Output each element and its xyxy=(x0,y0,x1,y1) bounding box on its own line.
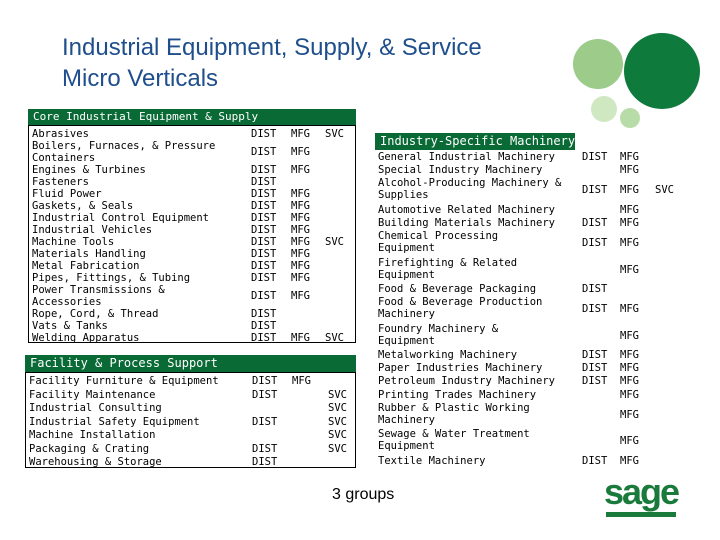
circle-dark-green xyxy=(624,33,700,109)
core-row-name xyxy=(32,140,215,164)
core-row-mfg: MFG xyxy=(291,146,310,158)
industry-row-name-line: Chemical Processing xyxy=(378,230,499,243)
core-row-name-line: Accessories xyxy=(32,296,102,308)
industry-row-name xyxy=(378,349,517,361)
core-row-dist: DIST xyxy=(251,260,277,272)
industry-row xyxy=(375,349,656,362)
core-row-name-line: Containers xyxy=(32,152,96,164)
core-row-name xyxy=(32,164,146,176)
industry-row-name xyxy=(378,204,555,216)
core-row-mfg: MFG xyxy=(291,332,310,344)
core-row-dist: DIST xyxy=(251,128,277,140)
core-row-name xyxy=(32,188,102,200)
core-row-name-line: Industrial Control Equipment xyxy=(32,212,210,224)
industry-row xyxy=(375,455,656,468)
industry-row-name-line: Metalworking Machinery xyxy=(378,349,518,361)
core-row xyxy=(29,188,355,200)
core-row-dist: DIST xyxy=(251,176,277,188)
industry-row-dist: DIST xyxy=(582,237,608,250)
industry-header: Industry-Specific Machinery xyxy=(375,133,575,150)
industry-row xyxy=(375,151,656,164)
core-row-name-line: Metal Fabrication xyxy=(32,260,140,272)
core-row-name xyxy=(32,308,158,320)
industry-row-name xyxy=(378,455,485,467)
core-row-name-line: Power Transmissions & xyxy=(32,284,165,296)
core-row-name xyxy=(32,332,139,344)
core-row xyxy=(29,308,355,320)
core-row-name-line: Materials Handling xyxy=(32,248,146,260)
facility-row-name xyxy=(29,402,162,414)
circle-light-green xyxy=(573,39,623,89)
industry-row-name-line: Food & Beverage Production xyxy=(378,296,543,309)
facility-row-name-line: Industrial Safety Equipment xyxy=(29,415,200,428)
facility-row xyxy=(26,416,355,430)
industry-row-name-line: Sewage & Water Treatment xyxy=(378,428,530,441)
facility-row-name xyxy=(29,429,155,441)
facility-row-dist: DIST xyxy=(252,442,278,455)
core-row-name xyxy=(32,284,165,308)
industry-row xyxy=(375,283,656,296)
industry-row xyxy=(375,296,656,322)
industry-row-dist: DIST xyxy=(582,375,608,388)
industry-row-mfg: MFG xyxy=(620,454,639,467)
industry-row-dist: DIST xyxy=(582,362,608,375)
industry-row-svc: SVC xyxy=(655,184,674,197)
core-row-name-line: Rope, Cord, & Thread xyxy=(32,308,159,320)
industry-row-mfg: MFG xyxy=(620,362,639,375)
core-row-mfg: MFG xyxy=(291,188,310,200)
industry-row-name-line: Special Industry Machinery xyxy=(378,164,543,177)
core-row-dist: DIST xyxy=(251,290,277,302)
core-header: Core Industrial Equipment & Supply xyxy=(28,109,356,125)
industry-row xyxy=(375,257,656,283)
industry-row-name-line: General Industrial Machinery xyxy=(378,151,556,163)
industry-row xyxy=(375,389,656,402)
facility-row-name-line: Industrial Consulting xyxy=(29,402,162,414)
facility-row-name-line: Facility Maintenance xyxy=(29,388,156,401)
core-row-dist: DIST xyxy=(251,212,277,224)
core-row-name-line: Fluid Power xyxy=(32,188,102,200)
sage-logo: sage xyxy=(604,471,679,512)
industry-row xyxy=(375,217,656,230)
facility-row xyxy=(26,456,355,470)
facility-row-svc: SVC xyxy=(328,388,347,401)
facility-list xyxy=(25,372,356,468)
core-row-name-line: Abrasives xyxy=(32,128,89,140)
core-row-mfg: MFG xyxy=(291,224,310,236)
industry-row-name-line: Automotive Related Machinery xyxy=(378,203,556,216)
core-row-mfg: MFG xyxy=(291,248,310,260)
core-row-name-line: Fasteners xyxy=(32,176,89,188)
core-row xyxy=(29,332,355,344)
core-row xyxy=(29,236,355,248)
industry-row-name xyxy=(378,389,536,401)
facility-row-dist: DIST xyxy=(252,456,278,468)
industry-row xyxy=(375,323,656,349)
industry-row-mfg: MFG xyxy=(620,237,639,250)
core-row-name-line: Industrial Vehicles xyxy=(32,224,153,236)
facility-row-name xyxy=(29,443,149,455)
industry-row-name xyxy=(378,375,555,387)
industry-row-mfg: MFG xyxy=(620,388,639,401)
industry-row-mfg: MFG xyxy=(620,164,639,177)
industry-row-name xyxy=(378,428,530,452)
core-list xyxy=(28,125,356,343)
core-row-name xyxy=(32,260,139,272)
facility-row xyxy=(26,402,355,416)
industry-row-name xyxy=(378,257,517,281)
industry-row xyxy=(375,164,656,177)
industry-row-mfg: MFG xyxy=(620,329,639,342)
core-row-name-line: Gaskets, & Seals xyxy=(32,200,134,212)
industry-row-name-line: Rubber & Plastic Working xyxy=(378,401,530,414)
industry-row-dist: DIST xyxy=(582,283,608,295)
facility-row xyxy=(26,389,355,403)
title-line-1: Industrial Equipment, Supply, & Service xyxy=(62,34,482,61)
facility-row-dist: DIST xyxy=(252,388,278,401)
core-row-mfg: MFG xyxy=(291,164,310,176)
industry-row xyxy=(375,362,656,375)
core-row xyxy=(29,248,355,260)
facility-row-svc: SVC xyxy=(328,415,347,428)
core-row-mfg: MFG xyxy=(291,272,310,284)
facility-row-mfg: MFG xyxy=(292,375,311,387)
industry-row-name-line: Paper Industries Machinery xyxy=(378,362,543,375)
core-row-name xyxy=(32,320,108,332)
core-row-name-line: Pipes, Fittings, & Tubing xyxy=(32,272,191,284)
circle-small-green xyxy=(620,108,640,128)
core-row xyxy=(29,128,355,140)
industry-row-mfg: MFG xyxy=(620,263,639,276)
industry-row-name-line: Supplies xyxy=(378,189,429,202)
core-row-dist: DIST xyxy=(251,188,277,200)
industry-row-name-line: Machinery xyxy=(378,308,435,321)
industry-row xyxy=(375,402,656,428)
core-row xyxy=(29,176,355,188)
industry-row-mfg: MFG xyxy=(620,203,639,216)
facility-row xyxy=(26,429,355,443)
industry-row-name-line: Machinery xyxy=(378,413,435,426)
core-row-name-line: Welding Apparatus xyxy=(32,332,140,344)
industry-row xyxy=(375,230,656,256)
core-row xyxy=(29,272,355,284)
core-row xyxy=(29,284,355,308)
industry-row xyxy=(375,177,674,203)
facility-row-name-line: Warehousing & Storage xyxy=(29,456,162,468)
industry-row-name-line: Building Materials Machinery xyxy=(378,217,556,229)
core-row-name-line: Engines & Turbines xyxy=(32,164,146,176)
industry-row xyxy=(375,375,656,388)
core-row-svc: SVC xyxy=(325,332,344,344)
core-row-dist: DIST xyxy=(251,308,277,320)
core-row-dist: DIST xyxy=(251,272,277,284)
industry-row-name-line: Textile Machinery xyxy=(378,454,486,467)
core-row xyxy=(29,212,355,224)
facility-row-dist: DIST xyxy=(252,415,278,428)
core-row-name xyxy=(32,200,133,212)
facility-row-svc: SVC xyxy=(328,429,347,441)
industry-row-name xyxy=(378,217,555,229)
core-row-name xyxy=(32,236,114,248)
industry-row-name-line: Petroleum Industry Machinery xyxy=(378,375,556,388)
core-row-dist: DIST xyxy=(251,248,277,260)
industry-row-name-line: Equipment xyxy=(378,268,435,281)
industry-list xyxy=(375,150,674,470)
industry-row-mfg: MFG xyxy=(620,184,639,197)
industry-row-mfg: MFG xyxy=(620,151,639,163)
industry-row-dist: DIST xyxy=(582,151,608,163)
facility-header: Facility & Process Support xyxy=(25,355,356,372)
industry-row-name xyxy=(378,151,555,163)
facility-row-name xyxy=(29,416,200,428)
industry-row-mfg: MFG xyxy=(620,408,639,421)
core-row-dist: DIST xyxy=(251,236,277,248)
core-row-mfg: MFG xyxy=(291,212,310,224)
industry-row-name-line: Alcohol-Producing Machinery & xyxy=(378,177,562,190)
industry-row-name xyxy=(378,402,530,426)
industry-row xyxy=(375,428,656,454)
core-row-name xyxy=(32,176,89,188)
industry-row-name xyxy=(378,362,542,374)
industry-row-name xyxy=(378,177,561,201)
core-row-dist: DIST xyxy=(251,164,277,176)
core-row-mfg: MFG xyxy=(291,128,310,140)
core-row-dist: DIST xyxy=(251,224,277,236)
industry-row-mfg: MFG xyxy=(620,217,639,229)
industry-row-name-line: Printing Trades Machinery xyxy=(378,388,537,401)
industry-row-name-line: Food & Beverage Packaging xyxy=(378,283,537,295)
core-row xyxy=(29,200,355,212)
core-row-dist: DIST xyxy=(251,200,277,212)
core-row xyxy=(29,164,355,176)
industry-row-mfg: MFG xyxy=(620,375,639,388)
core-row-name xyxy=(32,212,209,224)
industry-row-name xyxy=(378,230,498,254)
industry-row-name xyxy=(378,164,542,176)
facility-row-name xyxy=(29,456,162,468)
industry-row-name-line: Equipment xyxy=(378,440,435,453)
title-line-2: Micro Verticals xyxy=(62,65,219,92)
industry-row-mfg: MFG xyxy=(620,435,639,448)
core-row-name-line: Boilers, Furnaces, & Pressure xyxy=(32,140,216,152)
core-row-dist: DIST xyxy=(251,332,277,344)
core-row xyxy=(29,140,355,164)
facility-row xyxy=(26,375,355,389)
facility-row xyxy=(26,443,355,457)
industry-row xyxy=(375,204,656,217)
core-row-svc: SVC xyxy=(325,128,344,140)
industry-row-name xyxy=(378,323,498,347)
core-row-name-line: Machine Tools xyxy=(32,236,115,248)
core-row-mfg: MFG xyxy=(291,236,310,248)
industry-row-mfg: MFG xyxy=(620,349,639,361)
facility-row-name-line: Facility Furniture & Equipment xyxy=(29,375,219,387)
facility-row-svc: SVC xyxy=(328,442,347,455)
industry-row-dist: DIST xyxy=(582,454,608,467)
core-row-mfg: MFG xyxy=(291,290,310,302)
industry-row-dist: DIST xyxy=(582,303,608,316)
core-row-mfg: MFG xyxy=(291,200,310,212)
facility-row-name xyxy=(29,375,219,387)
core-row xyxy=(29,320,355,332)
footer-note: 3 groups xyxy=(332,486,395,503)
core-row-name xyxy=(32,272,190,284)
facility-row-name-line: Machine Installation xyxy=(29,429,156,441)
core-row-svc: SVC xyxy=(325,236,344,248)
industry-row-dist: DIST xyxy=(582,184,608,197)
facility-row-dist: DIST xyxy=(252,375,278,387)
core-row-name-line: Vats & Tanks xyxy=(32,320,108,332)
sage-logo-underline xyxy=(606,512,676,517)
industry-row-name-line: Equipment xyxy=(378,242,435,255)
industry-row-dist: DIST xyxy=(582,217,608,229)
industry-row-dist: DIST xyxy=(582,349,608,361)
industry-row-name-line: Foundry Machinery & xyxy=(378,322,499,335)
core-row-name xyxy=(32,248,146,260)
page-title xyxy=(62,32,582,94)
industry-row-name-line: Firefighting & Related xyxy=(378,256,518,269)
core-row-mfg: MFG xyxy=(291,260,310,272)
industry-row-name-line: Equipment xyxy=(378,334,435,347)
core-row xyxy=(29,224,355,236)
facility-row-svc: SVC xyxy=(328,402,347,414)
industry-row-name xyxy=(378,296,542,320)
core-row-name xyxy=(32,224,152,236)
industry-row-mfg: MFG xyxy=(620,303,639,316)
core-row-dist: DIST xyxy=(251,146,277,158)
core-row-dist: DIST xyxy=(251,320,277,332)
circle-pale-green xyxy=(591,96,617,122)
facility-row-name xyxy=(29,389,155,401)
industry-row-name xyxy=(378,283,536,295)
facility-row-name-line: Packaging & Crating xyxy=(29,442,150,455)
core-row xyxy=(29,260,355,272)
core-row-name xyxy=(32,128,89,140)
